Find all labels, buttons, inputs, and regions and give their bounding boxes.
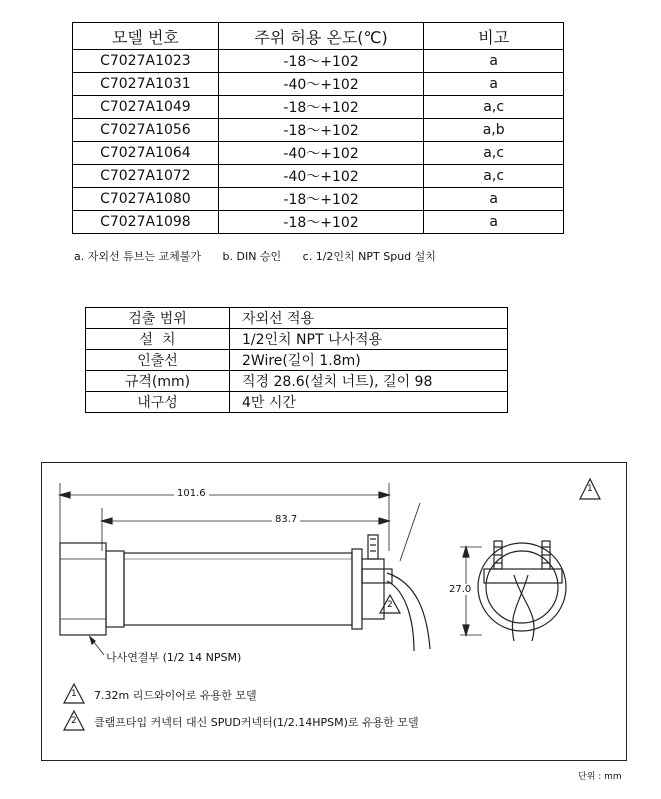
spec-value: 직경 28.6(설치 너트), 길이 98 <box>230 371 508 392</box>
spec-value: 1/2인치 NPT 나사적용 <box>230 329 508 350</box>
legend-marker-1: 1 <box>71 689 77 699</box>
thread-connection-label: 나사연결부 (1/2 14 NPSM) <box>106 651 242 664</box>
temp-cell: -18～+102 <box>218 50 424 73</box>
footnote-b: b. DIN 승인 <box>222 250 282 263</box>
remark-cell: a <box>424 188 564 211</box>
spec-key: 내구성 <box>86 392 230 413</box>
unit-label: 단위 : mm <box>578 772 622 782</box>
table-row <box>73 142 564 165</box>
temp-cell: -18～+102 <box>218 119 424 142</box>
model-cell: C7027A1031 <box>73 73 219 96</box>
model-cell: C7027A1049 <box>73 96 219 119</box>
model-cell: C7027A1072 <box>73 165 219 188</box>
header-remarks: 비고 <box>424 23 564 50</box>
temp-cell: -18～+102 <box>218 188 424 211</box>
spec-value: 2Wire(길이 1.8m) <box>230 350 508 371</box>
spec-table <box>85 307 508 413</box>
header-ambient-temp: 주위 허용 온도(℃) <box>218 23 424 50</box>
marker-1-label: 1 <box>587 484 593 494</box>
legend-text-2: 클램프타입 커넥터 대신 SPUD커넥터(1/2.14HPSM)로 유용한 모델 <box>94 716 419 729</box>
temp-cell: -40～+102 <box>218 165 424 188</box>
table-row <box>73 96 564 119</box>
remark-cell: a <box>424 73 564 96</box>
table-row <box>73 188 564 211</box>
spec-key: 설 치 <box>86 329 230 350</box>
spec-row <box>86 329 508 350</box>
table-row <box>73 50 564 73</box>
remark-cell: a,c <box>424 96 564 119</box>
spec-value: 4만 시간 <box>230 392 508 413</box>
table-row <box>73 119 564 142</box>
table-row <box>73 73 564 96</box>
table-row <box>73 211 564 234</box>
spec-key: 검출 범위 <box>86 308 230 329</box>
remark-cell: a <box>424 211 564 234</box>
table-row <box>73 165 564 188</box>
temp-cell: -40～+102 <box>218 142 424 165</box>
marker-2-label: 2 <box>387 600 393 610</box>
dimension-overall-length: 101.6 <box>174 488 209 499</box>
spec-key: 규격(mm) <box>86 371 230 392</box>
temp-cell: -18～+102 <box>218 96 424 119</box>
remark-cell: a,c <box>424 142 564 165</box>
model-cell: C7027A1056 <box>73 119 219 142</box>
header-model-number: 모델 번호 <box>73 23 219 50</box>
temp-cell: -40～+102 <box>218 73 424 96</box>
remark-cell: a,c <box>424 165 564 188</box>
footnote-c: c. 1/2인치 NPT Spud 설치 <box>302 250 436 263</box>
dimension-height: 27.0 <box>446 584 474 595</box>
spec-row <box>86 371 508 392</box>
remark-cell: a <box>424 50 564 73</box>
remark-cell: a,b <box>424 119 564 142</box>
legend-text-1: 7.32m 리드와이어로 유용한 모델 <box>94 689 257 702</box>
temp-cell: -18～+102 <box>218 211 424 234</box>
spec-key: 인출선 <box>86 350 230 371</box>
model-table <box>72 22 564 234</box>
model-cell: C7027A1023 <box>73 50 219 73</box>
spec-row <box>86 308 508 329</box>
spec-row <box>86 350 508 371</box>
model-cell: C7027A1064 <box>73 142 219 165</box>
spec-row <box>86 392 508 413</box>
dimension-drawing <box>41 462 627 761</box>
model-cell: C7027A1098 <box>73 211 219 234</box>
model-table-header <box>73 23 564 50</box>
spec-value: 자외선 적용 <box>230 308 508 329</box>
legend-marker-2: 2 <box>71 716 77 726</box>
footnotes <box>74 248 454 264</box>
model-cell: C7027A1080 <box>73 188 219 211</box>
footnote-a: a. 자외선 튜브는 교체불가 <box>74 250 201 263</box>
dimension-body-length: 83.7 <box>272 514 300 525</box>
